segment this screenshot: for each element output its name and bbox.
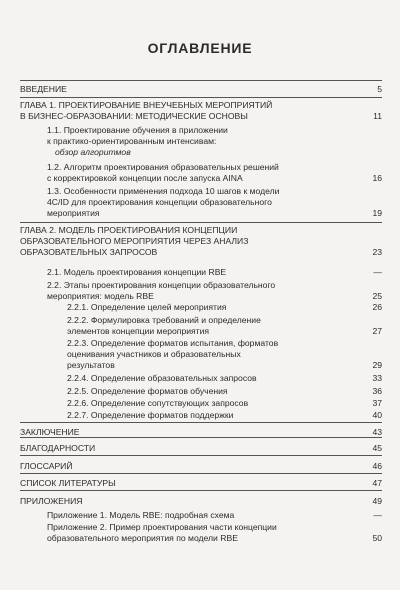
toc-page: 33 (372, 373, 382, 383)
toc-entry-1-3[interactable] (47, 186, 382, 218)
divider (20, 437, 382, 438)
toc-label: 1.3. Особенности применения подхода 10 шагов к модели 4C/ID для проектирования концепции образовательного мероприятия (47, 186, 280, 218)
toc-entry-2-2-3[interactable] (67, 338, 382, 370)
toc-label: 2.2.4. Определение образовательных запросов (67, 373, 257, 383)
divider (20, 422, 382, 423)
toc-page: 11 (373, 110, 382, 121)
toc-entry-thanks[interactable] (20, 443, 382, 454)
toc-page: 27 (372, 325, 382, 336)
toc-entry-2-2-2[interactable] (67, 315, 382, 337)
toc-label: 2.2.6. Определение сопутствующих запросов (67, 398, 249, 408)
toc-page: 29 (372, 359, 382, 370)
toc-page: 46 (372, 461, 382, 471)
toc-entry-appendix-1[interactable] (47, 510, 382, 521)
toc-label: ГЛОССАРИЙ (20, 461, 73, 471)
toc-page: 37 (372, 398, 382, 408)
toc-label: 2.2.1. Определение целей мероприятия (67, 302, 227, 312)
toc-entry-literature[interactable] (20, 478, 382, 489)
toc-label: СПИСОК ЛИТЕРАТУРЫ (20, 478, 116, 488)
toc-label: 2.1. Модель проектирования концепции RBE (47, 267, 227, 277)
toc-label: 2.2.3. Определение форматов испытания, форматов оценивания участников и образовательных результатов (67, 338, 279, 370)
toc-page: 45 (372, 443, 382, 453)
divider (20, 80, 382, 81)
divider (20, 222, 382, 223)
toc-entry-2-2[interactable] (47, 280, 382, 302)
toc-entry-1-2[interactable] (47, 162, 382, 184)
toc-label: ГЛАВА 1. ПРОЕКТИРОВАНИЕ ВНЕУЧЕБНЫХ МЕРОПРИЯТИЙ В БИЗНЕС-ОБРАЗОВАНИИ: МЕТОДИЧЕСКИЕ ОСНОВЫ (20, 100, 273, 121)
toc-entry-2-2-7[interactable] (67, 410, 382, 421)
toc-entry-glossary[interactable] (20, 461, 382, 472)
toc-page: 19 (372, 207, 382, 218)
toc-label: Приложение 2. Пример проектирования части концепции образовательного мероприятия по модели RBE (47, 522, 277, 543)
toc-label: 2.2.2. Формулировка требований и определение элементов концепции мероприятия (67, 315, 261, 336)
toc-page: 25 (372, 290, 382, 301)
toc-page: — (373, 267, 382, 277)
toc-entry-2-1[interactable] (47, 267, 382, 278)
toc-page: 36 (372, 386, 382, 396)
toc-label: 1.2. Алгоритм проектирования образовательных решений с корректировкой концепции после запуска AINA (47, 162, 279, 183)
toc-page: — (373, 510, 382, 520)
toc-label: 1.1. Проектирование обучения в приложении к практико-ориентированным интенсивам: (47, 125, 228, 146)
toc-entry-intro[interactable] (20, 84, 382, 95)
toc-entry-2-2-4[interactable] (67, 373, 382, 384)
toc-label: 2.2.5. Определение форматов обучения (67, 386, 228, 396)
toc-page: 47 (372, 478, 382, 488)
toc-entry-1-1[interactable] (47, 125, 382, 157)
toc-page: 49 (372, 496, 382, 506)
toc-label: БЛАГОДАРНОСТИ (20, 443, 96, 453)
toc-entry-2-2-5[interactable] (67, 386, 382, 397)
toc-label: ЗАКЛЮЧЕНИЕ (20, 427, 80, 437)
toc-entry-chapter-2[interactable] (20, 225, 382, 257)
divider (20, 455, 382, 456)
divider (20, 473, 382, 474)
toc-label: 2.2. Этапы проектирования концепции образовательного мероприятия: модель RBE (47, 280, 276, 301)
toc-entry-2-2-1[interactable] (67, 302, 382, 313)
toc-label: ВВЕДЕНИЕ (20, 84, 67, 94)
toc-page: 16 (372, 172, 382, 183)
toc-page: 26 (372, 302, 382, 312)
toc-label: ГЛАВА 2. МОДЕЛЬ ПРОЕКТИРОВАНИЯ КОНЦЕПЦИИ ОБРАЗОВАТЕЛЬНОГО МЕРОПРИЯТИЯ ЧЕРЕЗ АНАЛИЗ ОБРАЗОВАТЕЛЬНЫХ ЗАПРОСОВ (20, 225, 249, 257)
toc-entry-appendices[interactable] (20, 496, 382, 507)
toc-label: Приложение 1. Модель RBE: подробная схема (47, 510, 235, 520)
toc-page: 43 (372, 427, 382, 437)
toc-entry-appendix-2[interactable] (47, 522, 382, 544)
toc-page: 5 (377, 84, 382, 94)
toc-page: 50 (372, 532, 382, 543)
divider (20, 97, 382, 98)
toc-entry-chapter-1[interactable] (20, 100, 382, 122)
toc-page: 40 (372, 410, 382, 420)
page-title: ОГЛАВЛЕНИЕ (147, 40, 253, 56)
toc-page: 23 (372, 246, 382, 257)
toc-label: ПРИЛОЖЕНИЯ (20, 496, 83, 506)
divider (20, 490, 382, 491)
toc-entry-2-2-6[interactable] (67, 398, 382, 409)
toc-label: 2.2.7. Определение форматов поддержки (67, 410, 234, 420)
toc-label-italic: обзор алгоритмов (55, 146, 131, 157)
